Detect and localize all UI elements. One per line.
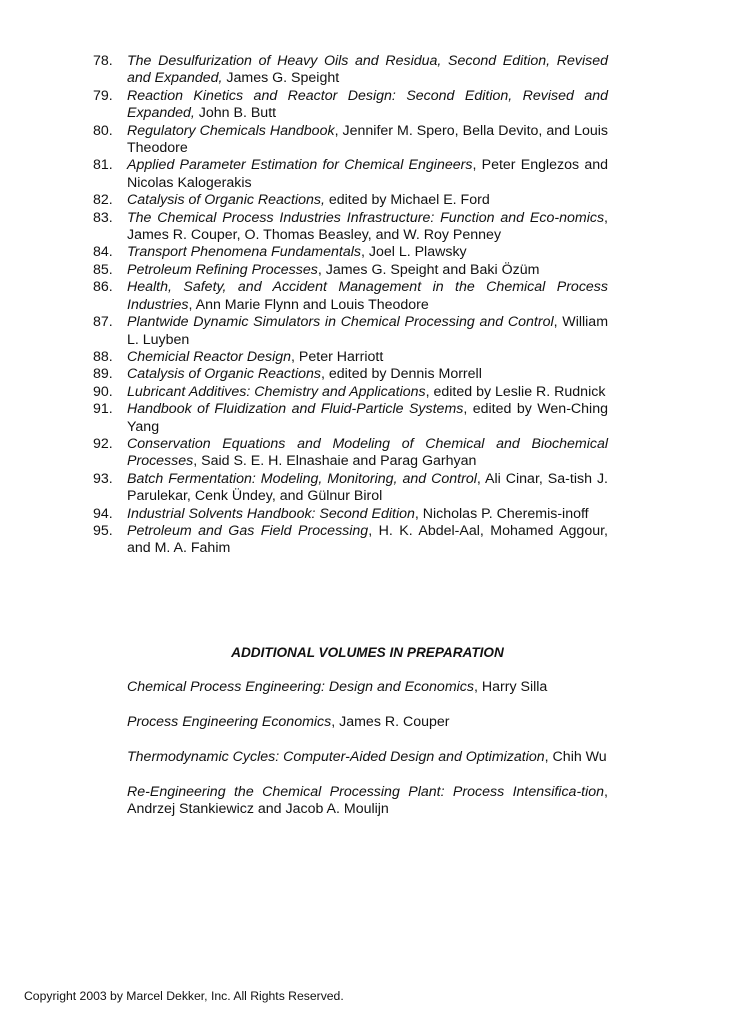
entry-authors: , H. K. Abdel-Aal, Mohamed Aggour, and M. A. Fahim bbox=[127, 522, 608, 557]
entry-text bbox=[127, 349, 608, 366]
series-entry bbox=[93, 384, 608, 401]
entry-title: Lubricant Additives: Chemistry and Applications bbox=[127, 383, 426, 400]
entry-authors: , edited by Wen-Ching Yang bbox=[127, 401, 608, 435]
prep-authors: , Chih Wu bbox=[544, 748, 607, 765]
prep-title: Process Engineering Economics bbox=[127, 713, 332, 730]
entry-text bbox=[127, 314, 608, 349]
prep-item bbox=[127, 784, 608, 819]
entry-authors: , Peter Harriott bbox=[291, 348, 384, 365]
entry-number: 92. bbox=[93, 435, 113, 452]
entry-text bbox=[127, 88, 608, 123]
series-entry bbox=[93, 192, 608, 209]
entry-authors: , James G. Speight and Baki Özüm bbox=[317, 261, 540, 278]
series-entry bbox=[93, 157, 608, 192]
entry-title: Petroleum Refining Processes bbox=[127, 261, 318, 278]
entry-title: Plantwide Dynamic Simulators in Chemical Processing and Control bbox=[127, 314, 554, 331]
series-entry bbox=[93, 314, 608, 349]
entry-number: 84. bbox=[93, 244, 113, 261]
entry-title: Batch Fermentation: Modeling, Monitoring, and Control bbox=[127, 470, 477, 487]
series-entry bbox=[93, 366, 608, 383]
entry-title: The Chemical Process Industries Infrastructure: Function and Eco-nomics bbox=[127, 209, 605, 226]
series-list bbox=[93, 53, 608, 558]
entry-authors: , Joel L. Plawsky bbox=[360, 244, 467, 261]
series-entry bbox=[93, 523, 608, 558]
entry-number: 83. bbox=[93, 209, 113, 226]
entry-number: 85. bbox=[93, 261, 113, 278]
entry-authors: , Peter Englezos and Nicolas Kalogerakis bbox=[127, 157, 608, 191]
entry-title: Regulatory Chemicals Handbook bbox=[127, 122, 335, 139]
entry-number: 79. bbox=[93, 87, 113, 104]
entry-text bbox=[127, 192, 608, 209]
prep-item bbox=[127, 714, 608, 731]
entry-authors: , Said S. E. H. Elnashaie and Parag Garhyan bbox=[193, 453, 477, 470]
entry-authors: , edited by Leslie R. Rudnick bbox=[425, 383, 606, 400]
entry-text bbox=[127, 244, 608, 261]
series-entry bbox=[93, 210, 608, 245]
prep-title: Re-Engineering the Chemical Processing Plant: Process Intensifica-tion bbox=[127, 783, 605, 800]
entry-text bbox=[127, 436, 608, 471]
entry-title: The Desulfurization of Heavy Oils and Residua, Second Edition, Revised and Expanded, bbox=[127, 53, 608, 87]
entry-title: Conservation Equations and Modeling of Chemical and Biochemical Processes bbox=[127, 435, 608, 470]
series-entry bbox=[93, 262, 608, 279]
additional-volumes-list bbox=[127, 679, 608, 836]
entry-title: Catalysis of Organic Reactions, bbox=[127, 192, 325, 209]
entry-number: 90. bbox=[93, 383, 113, 400]
series-entry bbox=[93, 53, 608, 88]
entry-authors: , Ann Marie Flynn and Louis Theodore bbox=[188, 296, 429, 313]
entry-authors: , Nicholas P. Cheremis-inoff bbox=[414, 505, 589, 522]
entry-text bbox=[127, 384, 608, 401]
prep-item bbox=[127, 679, 608, 696]
entry-authors: James G. Speight bbox=[222, 70, 340, 87]
entry-authors: , William L. Luyben bbox=[127, 314, 609, 348]
entry-title: Industrial Solvents Handbook: Second Edition bbox=[127, 505, 415, 522]
entry-text bbox=[127, 262, 608, 279]
entry-text bbox=[127, 123, 608, 158]
series-entry bbox=[93, 401, 608, 436]
entry-text bbox=[127, 279, 608, 314]
entry-number: 88. bbox=[93, 348, 113, 365]
prep-authors: , James R. Couper bbox=[331, 713, 450, 730]
entry-text bbox=[127, 401, 608, 436]
entry-number: 94. bbox=[93, 505, 113, 522]
series-entry bbox=[93, 244, 608, 261]
entry-text bbox=[127, 366, 608, 383]
entry-number: 95. bbox=[93, 522, 113, 539]
series-entry bbox=[93, 471, 608, 506]
entry-text bbox=[127, 523, 608, 558]
entry-number: 80. bbox=[93, 122, 113, 139]
entry-number: 89. bbox=[93, 366, 113, 383]
entry-title: Applied Parameter Estimation for Chemical Engineers bbox=[127, 157, 473, 174]
entry-text bbox=[127, 471, 608, 506]
entry-authors: edited by Michael E. Ford bbox=[324, 192, 490, 209]
entry-authors: John B. Butt bbox=[194, 105, 277, 122]
entry-authors: , Ali Cinar, Sa-tish J. Parulekar, Cenk Ündey, and Gülnur Birol bbox=[127, 470, 608, 505]
prep-authors: , Andrzej Stankiewicz and Jacob A. Moulijn bbox=[127, 783, 608, 818]
series-entry bbox=[93, 123, 608, 158]
entry-number: 91. bbox=[93, 401, 113, 418]
entry-number: 81. bbox=[93, 157, 113, 174]
entry-text bbox=[127, 157, 608, 192]
entry-title: Health, Safety, and Accident Management in the Chemical Process Industries bbox=[127, 279, 608, 313]
series-entry bbox=[93, 349, 608, 366]
entry-authors: , edited by Dennis Morrell bbox=[320, 366, 482, 383]
prep-title: Thermodynamic Cycles: Computer-Aided Design and Optimization bbox=[127, 748, 545, 765]
entry-text bbox=[127, 210, 608, 245]
entry-authors: , Jennifer M. Spero, Bella Devito, and Louis Theodore bbox=[127, 122, 608, 157]
entry-number: 82. bbox=[93, 192, 113, 209]
entry-title: Catalysis of Organic Reactions bbox=[127, 366, 321, 383]
entry-number: 78. bbox=[93, 53, 113, 69]
entry-authors: , James R. Couper, O. Thomas Beasley, and W. Roy Penney bbox=[127, 209, 608, 244]
entry-text bbox=[127, 506, 608, 523]
prep-title: Chemical Process Engineering: Design and Economics bbox=[127, 679, 474, 695]
entry-number: 93. bbox=[93, 470, 113, 487]
additional-volumes-heading: ADDITIONAL VOLUMES IN PREPARATION bbox=[231, 645, 504, 660]
entry-number: 86. bbox=[93, 279, 113, 296]
prep-authors: , Harry Silla bbox=[473, 679, 548, 695]
entry-title: Reaction Kinetics and Reactor Design: Second Edition, Revised and Expanded, bbox=[127, 87, 608, 122]
entry-title: Transport Phenomena Fundamentals bbox=[127, 244, 361, 261]
copyright-footer: Copyright 2003 by Marcel Dekker, Inc. All Rights Reserved. bbox=[24, 989, 344, 1003]
prep-item bbox=[127, 749, 608, 766]
entry-number: 87. bbox=[93, 314, 113, 331]
series-entry bbox=[93, 436, 608, 471]
series-entry bbox=[93, 88, 608, 123]
series-entry bbox=[93, 279, 608, 314]
entry-title: Chemicial Reactor Design bbox=[127, 348, 292, 365]
entry-title: Handbook of Fluidization and Fluid-Particle Systems bbox=[127, 401, 464, 418]
entry-title: Petroleum and Gas Field Processing bbox=[127, 522, 369, 539]
entry-text bbox=[127, 53, 608, 88]
series-entry bbox=[93, 506, 608, 523]
